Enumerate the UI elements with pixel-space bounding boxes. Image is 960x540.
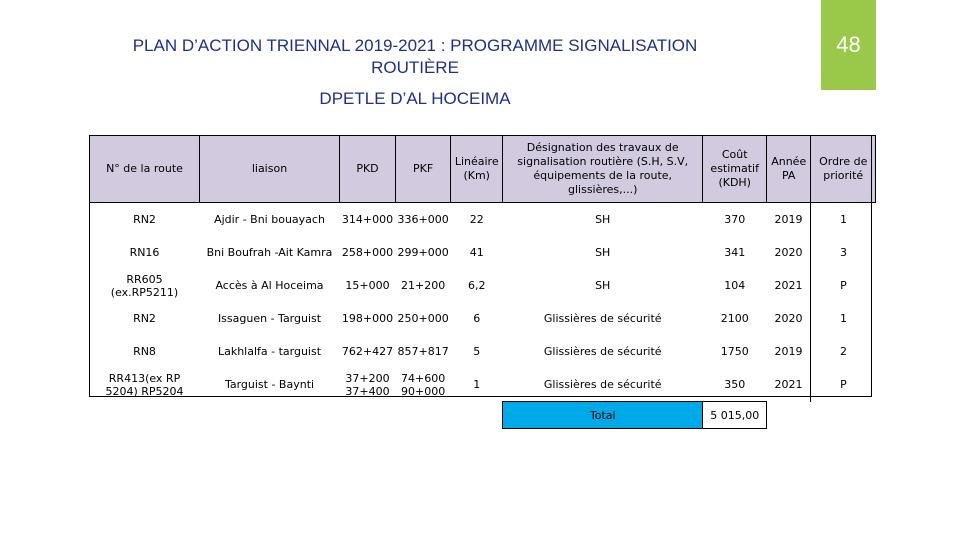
cell-designation: Glissières de sécurité — [543, 312, 662, 325]
cell-pkd: 37+200 37+400 — [345, 371, 390, 398]
cell-pkf: 857+817 — [397, 345, 449, 358]
header-ordre: Ordre de priorité — [811, 136, 876, 203]
cell-route: RN2 — [133, 213, 156, 226]
cell-pkf: 336+000 — [397, 213, 449, 226]
cell-annee: 2021 — [774, 279, 803, 292]
cell-liaison: Targuist - Baynti — [224, 378, 315, 392]
cell-pkd: 15+000 — [345, 279, 390, 292]
cell-pkd: 314+000 — [341, 213, 394, 226]
cell-ordre: P — [811, 269, 876, 302]
action-plan-table — [89, 135, 876, 429]
cell-pkf: 299+000 — [397, 246, 449, 259]
table-row — [90, 203, 876, 237]
header-pkf: PKF — [396, 136, 451, 203]
cell-pkf: 74+600 90+000 — [401, 371, 446, 398]
table-row — [90, 302, 876, 335]
cell-pkd: 762+427 — [341, 345, 394, 358]
cell-designation: SH — [595, 213, 611, 226]
slide-title-line2: ROUTIÈRE — [371, 58, 459, 77]
cell-designation: SH — [595, 246, 611, 259]
total-value: 5 015,00 — [703, 402, 767, 429]
table-row — [90, 368, 876, 402]
cell-route: RR413(ex RP 5204) RP5204 — [105, 371, 184, 398]
cell-ordre: 1 — [811, 302, 876, 335]
header-annee: Année PA — [767, 136, 811, 203]
table-row — [90, 269, 876, 302]
slide-title-line1: PLAN D’ACTION TRIENNAL 2019-2021 : PROGRAMME SIGNALISATION — [132, 36, 698, 55]
cell-lineaire: 22 — [469, 213, 484, 226]
header-lineaire: Linéaire (Km) — [451, 136, 503, 203]
slide-subtitle: DPETLE D’AL HOCEIMA — [319, 89, 511, 108]
table-row — [90, 335, 876, 368]
header-designation: Désignation des travaux de signalisation routière (S.H, S.V, équipements de la route, glissières,...) — [503, 136, 703, 203]
header-liaison: liaison — [200, 136, 340, 203]
cell-liaison: Lakhlalfa - targuist — [217, 345, 322, 358]
table-row — [90, 236, 876, 269]
cell-designation: SH — [595, 279, 611, 292]
cell-cout: 2100 — [720, 312, 749, 325]
cell-ordre: 3 — [811, 236, 876, 269]
header-cout: Coût estimatif (KDH) — [703, 136, 767, 203]
cell-lineaire: 41 — [469, 246, 484, 259]
header-pkd: PKD — [340, 136, 396, 203]
cell-pkf: 250+000 — [397, 312, 449, 325]
cell-annee: 2020 — [774, 312, 803, 325]
cell-lineaire: 5 — [473, 345, 481, 358]
cell-annee: 2021 — [774, 378, 803, 392]
cell-ordre: 2 — [811, 335, 876, 368]
cell-cout: 370 — [724, 213, 746, 226]
cell-lineaire: 6 — [473, 312, 481, 325]
cell-designation: Glissières de sécurité — [543, 345, 662, 358]
cell-pkf: 21+200 — [401, 279, 446, 292]
cell-cout: 350 — [724, 378, 746, 391]
cell-pkd: 198+000 — [341, 312, 394, 325]
cell-lineaire: 6,2 — [467, 279, 486, 292]
cell-cout: 341 — [724, 246, 746, 259]
cell-route: RN16 — [129, 246, 160, 259]
header-num-route: N° de la route — [90, 136, 200, 203]
cell-annee: 2019 — [774, 213, 803, 226]
cell-liaison: Ajdir - Bni bouayach — [214, 213, 325, 226]
cell-route: RR605 (ex.RP5211) — [110, 272, 179, 299]
page-number: 48 — [821, 0, 876, 90]
cell-cout: 104 — [724, 279, 746, 292]
cell-ordre: P — [811, 368, 876, 402]
cell-liaison: Issaguen - Targuist — [217, 312, 322, 325]
cell-cout: 1750 — [720, 345, 749, 358]
cell-annee: 2019 — [774, 345, 803, 358]
cell-lineaire: 1 — [473, 378, 481, 392]
cell-route: RN8 — [133, 345, 156, 358]
total-row — [90, 402, 876, 429]
table-header-row — [90, 136, 876, 203]
total-label: Total — [503, 402, 703, 429]
cell-liaison: Accès à Al Hoceima — [215, 279, 324, 292]
cell-ordre: 1 — [811, 203, 876, 237]
cell-liaison: Bni Boufrah -Ait Kamra — [206, 246, 333, 259]
cell-annee: 2020 — [774, 246, 803, 259]
cell-route: RN2 — [133, 312, 156, 325]
cell-pkd: 258+000 — [341, 246, 394, 259]
cell-designation: Glissières de sécurité — [543, 378, 662, 391]
